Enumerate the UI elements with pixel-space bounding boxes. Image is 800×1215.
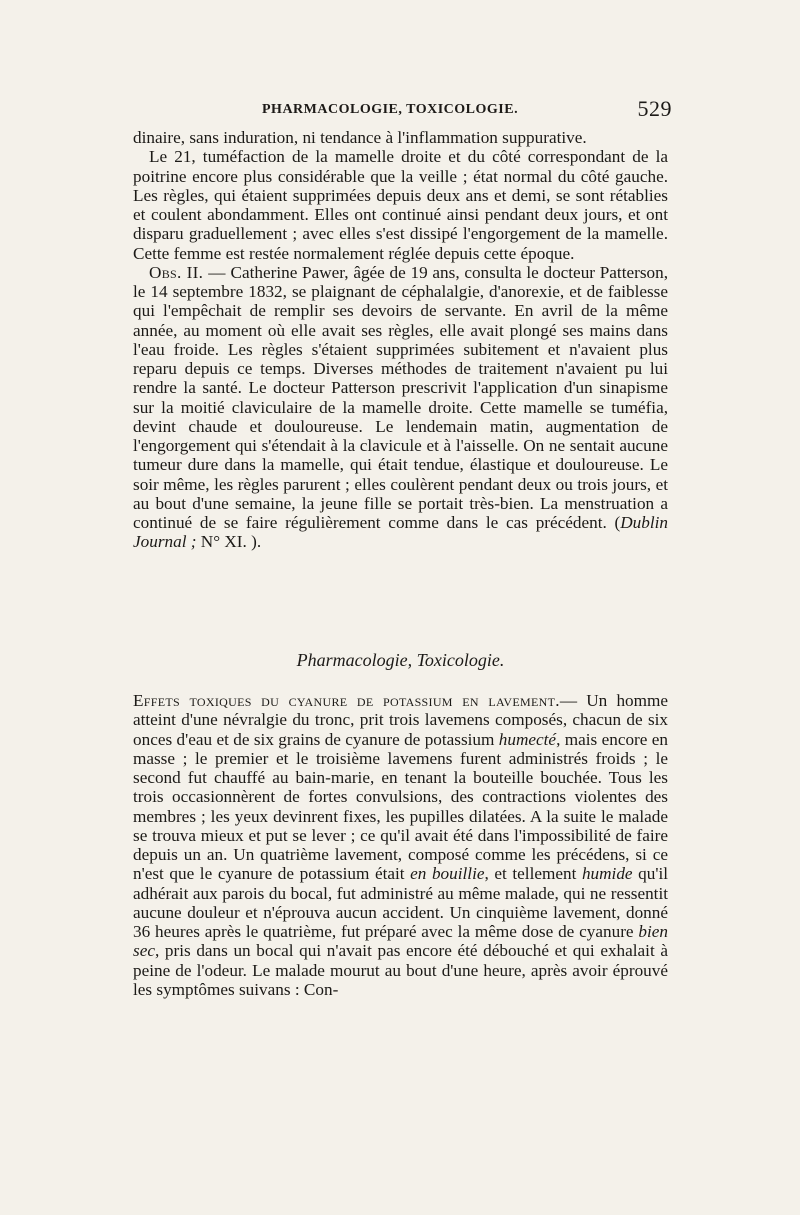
observation-text: [133, 128, 668, 552]
italic-term: humecté: [498, 729, 557, 749]
paragraph-text: qu'il adhérait aux parois du bocal, fut administré au même malade, qui ne ressentit aucune douleur et n'éprouva aucun accident. Un cinquième lavement, donné 36 heures après le quatrième, fut préparé avec la même dose de cyanure: [133, 864, 669, 941]
paragraph-cyanure: [133, 691, 668, 999]
section-heading: Pharmacologie, Toxicologie.: [296, 650, 505, 670]
article-title: Effets toxiques du cyanure de potassium en lavement.: [133, 691, 560, 710]
paragraph-text: N° XI. ).: [196, 532, 262, 552]
running-title: PHARMACOLOGIE, TOXICOLOGIE.: [262, 102, 519, 117]
paragraph-text: , et tellement: [484, 864, 582, 884]
article-text: [133, 691, 668, 999]
paragraph-text: , pris dans un bocal qui n'avait pas encore été débouché et qui exhalait à peine de l'odeur. Le malade mourut au bout d'une heure, après avoir éprouvé les symptômes suivans : Con-: [133, 941, 668, 999]
italic-term: en bouillie: [410, 864, 485, 884]
paragraph-text: — Un homme atteint d'une névralgie du tronc, prit trois lavemens composés, chacun de six onces d'eau et de six grains de cyanure de potassium: [133, 691, 668, 749]
paragraph: dinaire, sans induration, ni tendance à l'inflammation suppurative.: [133, 128, 587, 147]
italic-term: humide: [581, 864, 633, 884]
paragraph-obs-ii: [133, 263, 668, 552]
paragraph-text: Catherine Pawer, âgée de 19 ans, consulta le docteur Patterson, le 14 septembre 1832, se plaignant de céphalalgie, d'anorexie, et de faiblesse qui l'empêchait de remplir ses devoirs de servante. En avril de la même année, au moment où elle avait ses règles, elle avait plongé ses mains dans l'eau froide. Les règles s'étaient supprimées subitement et n'avaient plus reparu depuis ce temps. Diverses méthodes de traitement n'avaient pu lui rendre la santé. Le docteur Patterson prescrivit l'application d'un sinapisme sur la moitié claviculaire de la mamelle droite. Cette mamelle se tuméfia, devint chaude et douloureuse. Le lendemain matin, augmentation de l'engorgement qui s'étendait à la clavicule et à l'aisselle. On ne sentait aucune tumeur dure dans la mamelle, qui était tendue, élastique et douloureuse. Le soir même, les règles parurent ; elles coulèrent pendant deux ou trois jours, et au bout d'une semaine, la jeune fille se portait très-bien. La menstruation a continué de se faire régulièrement comme dans le cas précédent. (: [133, 262, 668, 532]
source-citation: Dublin Journal ;: [133, 513, 668, 552]
page-number: 529: [637, 96, 672, 121]
obs-label: Obs. II. —: [149, 262, 226, 282]
paragraph-text: , mais encore en masse ; le premier et le troisième lavemens furent administrés froids ; le second fut chauffé au bain-marie, en tenant la bouteille bouchée. Tous les trois occasionnèrent de fortes convulsions, des contractions violentes des membres ; les yeux devinrent fixes, les pupilles dilatées. A la suite le malade se trouva mieux et put se lever ; ce qu'il avait été dans l'impossibilité de faire depuis un an. Un quatrième lavement, composé comme les précédens, si ce n'est que le cyanure de potassium était: [133, 729, 669, 884]
italic-term: bien sec: [133, 922, 668, 961]
paragraph: Le 21, tuméfaction de la mamelle droite et du côté correspondant de la poitrine encore plus considérable que la veille ; état normal du côté gauche. Les règles, qui étaient supprimées depuis deux ans et demi, se sont rétablies et coulent abondamment. Elles ont continué ainsi pendant deux jours, et ont disparu graduellement ; avec elles s'est dissipé l'engorgement de la mamelle. Cette femme est restée normalement réglée depuis cette époque.: [133, 147, 668, 263]
